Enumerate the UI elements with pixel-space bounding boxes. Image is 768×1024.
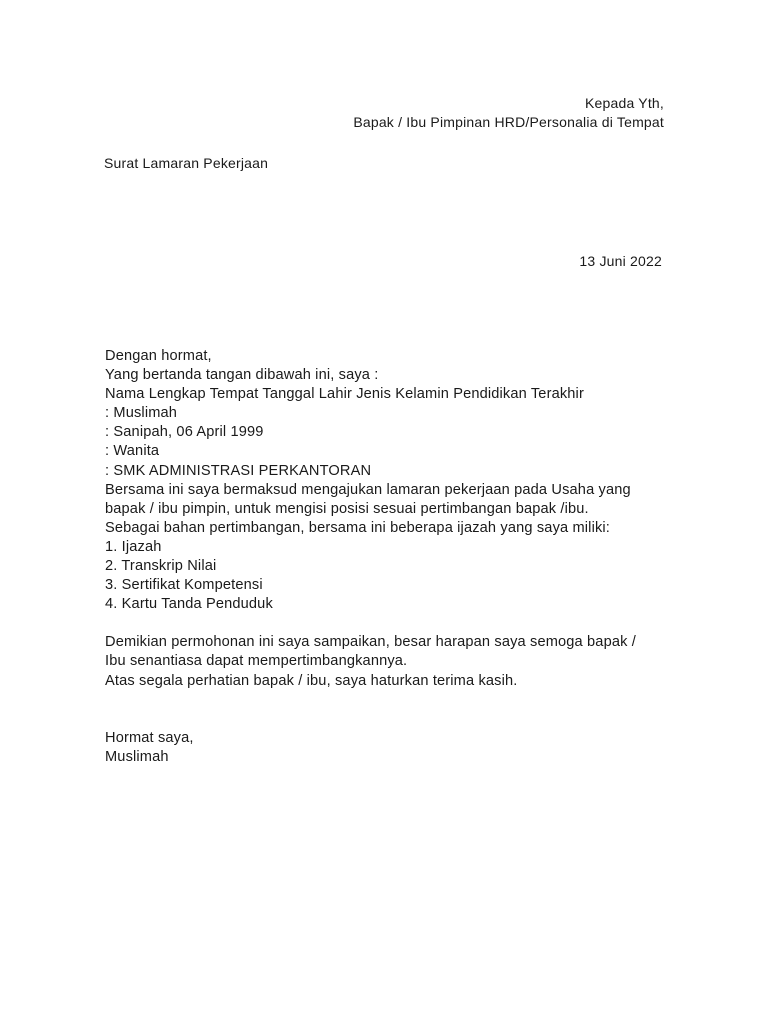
- recipient-line-2: Bapak / Ibu Pimpinan HRD/Personalia di Tempat: [353, 114, 664, 130]
- intro-line: Yang bertanda tangan dibawah ini, saya :: [105, 367, 379, 384]
- letter-body: [105, 347, 675, 767]
- closing-line-3: Atas segala perhatian bapak / ibu, saya haturkan terima kasih.: [105, 672, 518, 689]
- signature-salutation: Hormat saya,: [105, 729, 194, 746]
- field-labels: Nama Lengkap Tempat Tanggal Lahir Jenis Kelamin Pendidikan Terakhir: [105, 386, 584, 403]
- attachment-item: 1. Ijazah: [105, 538, 162, 555]
- recipient-line-1: Kepada Yth,: [584, 95, 664, 111]
- education-value: : SMK ADMINISTRASI PERKANTORAN: [105, 462, 372, 479]
- signature-name: Muslimah: [105, 748, 169, 765]
- name-value: : Muslimah: [105, 405, 178, 422]
- application-line-2: bapak / ibu pimpin, untuk mengisi posisi sesuai pertimbangan bapak /ibu.: [105, 500, 589, 517]
- closing-line-2: Ibu senantiasa dapat mempertimbangkannya.: [105, 653, 408, 670]
- closing-line-1: Demikian permohonan ini saya sampaikan, besar harapan saya semoga bapak /: [105, 634, 636, 651]
- attachment-item: 2. Transkrip Nilai: [105, 558, 217, 575]
- recipient-block: [353, 94, 664, 132]
- attachment-item: 3. Sertifikat Kompetensi: [105, 577, 263, 594]
- paragraph-gap: [105, 691, 675, 729]
- letter-subject: Surat Lamaran Pekerjaan: [104, 155, 269, 171]
- attachment-item: 4. Kartu Tanda Penduduk: [105, 596, 273, 613]
- letter-date: 13 Juni 2022: [579, 253, 662, 269]
- greeting: Dengan hormat,: [105, 348, 212, 364]
- application-line-3: Sebagai bahan pertimbangan, bersama ini beberapa ijazah yang saya miliki:: [105, 519, 611, 536]
- birth-value: : Sanipah, 06 April 1999: [105, 424, 264, 441]
- gender-value: : Wanita: [105, 443, 160, 460]
- application-line-1: Bersama ini saya bermaksud mengajukan lamaran pekerjaan pada Usaha yang: [105, 481, 631, 498]
- paragraph-gap: [105, 614, 675, 633]
